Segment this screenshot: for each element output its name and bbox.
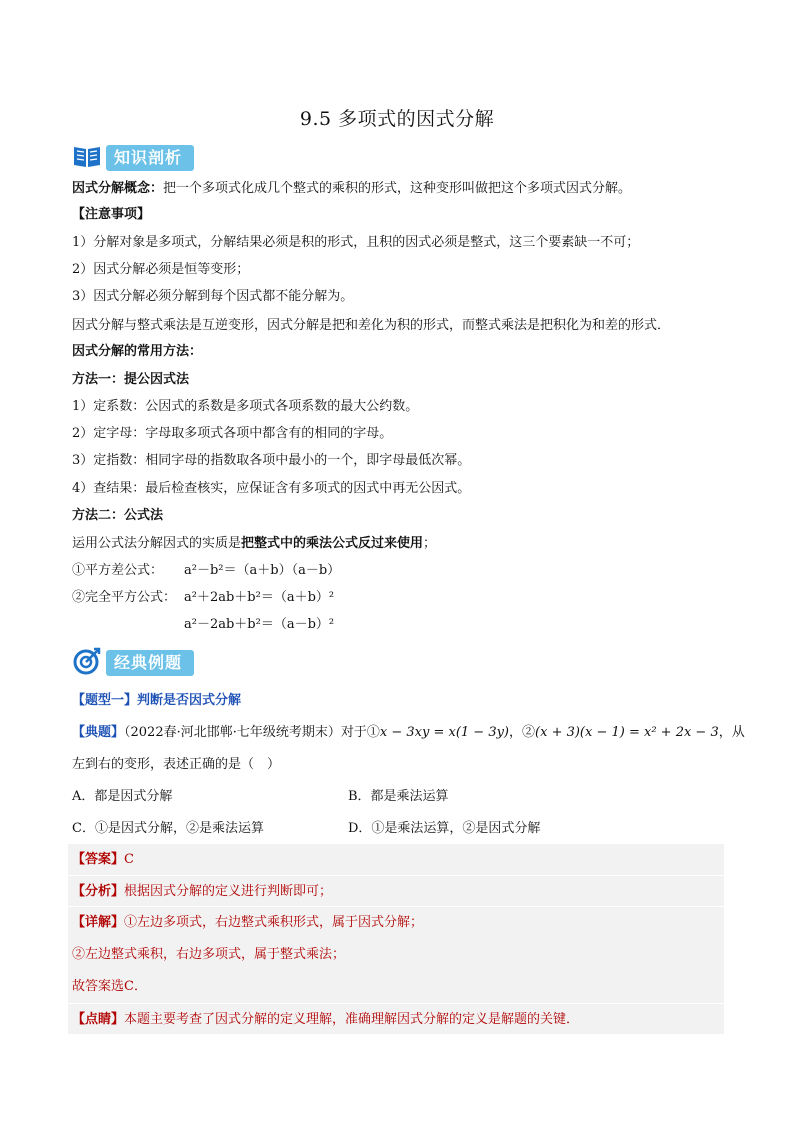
formula-label: ②完全平方公式：: [72, 590, 177, 605]
example-text: ，从: [718, 725, 745, 740]
expression-1: x − 3xy = x(1 − 3y): [379, 725, 510, 740]
option-b: B．都是乘法运算: [348, 789, 449, 804]
formula-row: [72, 562, 732, 580]
section-label: 经典例题: [106, 650, 194, 676]
formula-row: [72, 589, 732, 607]
note-item: 2）因式分解必须是恒等变形；: [72, 262, 250, 277]
note-item: 3）因式分解必须分解到每个因式都不能分解为。: [72, 289, 354, 304]
methods-heading: 因式分解的常用方法：: [72, 344, 203, 359]
detail-text: ①左边多项式，右边整式乘积形式，属于因式分解；: [124, 915, 424, 930]
expression-2: (x + 3)(x − 1) = x² + 2x − 3: [535, 725, 719, 740]
conclusion-row: 故答案选C．: [72, 979, 147, 994]
section-banner-knowledge: [72, 143, 194, 173]
method1-step: 1）定系数：公因式的系数是多项式各项系数的最大公约数。: [72, 399, 419, 414]
book-icon: [72, 143, 102, 173]
formula-label: ①平方差公式：: [72, 563, 164, 578]
notes-heading: 【注意事项】: [72, 207, 151, 222]
section-label: 知识剖析: [106, 145, 194, 171]
intro-prefix: 运用公式法分解因式的实质是: [72, 536, 242, 551]
option-c: C．①是因式分解，②是乘法运算: [72, 821, 264, 836]
method1-heading: 方法一：提公因式法: [72, 372, 190, 387]
example-source: （2022春·河北邯郸·七年级统考期末）: [124, 725, 341, 740]
example-question: [72, 724, 745, 742]
method1-step: 4）查结果：最后检查核实，应保证含有多项式的因式中再无公因式。: [72, 481, 471, 496]
comment-row: [72, 1011, 722, 1029]
relation-paragraph: 因式分解与整式乘法是互逆变形，因式分解是把和差化为积的形式，而整式乘法是把积化为和差的形式．: [72, 318, 671, 333]
method2-heading: 方法二：公式法: [72, 508, 164, 523]
difference-of-squares-formula: a²－b²＝（a＋b）（a－b）: [184, 563, 341, 578]
note-item: 1）分解对象是多项式，分解结果必须是积的形式，且积的因式必须是整式，这三个要素缺一不可；: [72, 235, 640, 250]
example-text: ，②: [509, 725, 536, 740]
option-a: A．都是因式分解: [72, 789, 173, 804]
intro-suffix: ；: [423, 536, 437, 551]
example-tag: 【典题】: [72, 725, 125, 740]
comment-text: 本题主要考查了因式分解的定义理解，准确理解因式分解的定义是解题的关键．: [124, 1012, 580, 1027]
method2-intro: [72, 535, 732, 553]
detail-row: ②左边整式乘积，右边多项式，属于整式乘法；: [72, 947, 346, 962]
divider: [68, 875, 724, 876]
concept-paragraph: [72, 180, 732, 198]
detail-row: [72, 914, 722, 932]
analysis-text: 根据因式分解的定义进行判断即可；: [124, 884, 333, 899]
divider: [68, 1003, 724, 1004]
intro-bold: 把整式中的乘法公式反过来使用: [241, 536, 424, 551]
example-question-line2: 左到右的变形，表述正确的是（ ）: [72, 757, 281, 772]
answer-tag: 【答案】: [72, 852, 125, 867]
example-text: 对于①: [340, 725, 380, 740]
detail-tag: 【详解】: [72, 915, 125, 930]
option-d: D．①是乘法运算，②是因式分解: [348, 821, 541, 836]
method1-step: 2）定字母：字母取多项式各项中都含有的相同的字母。: [72, 426, 393, 441]
analysis-row: [72, 883, 722, 901]
divider: [68, 906, 724, 907]
analysis-tag: 【分析】: [72, 884, 125, 899]
page-title: 9.5 多项式的因式分解: [299, 108, 495, 130]
answer-value: C: [124, 852, 134, 867]
target-icon: [72, 646, 102, 680]
section-banner-examples: [72, 648, 194, 678]
perfect-square-minus-formula: a²－2ab＋b²＝（a－b）²: [184, 617, 335, 632]
concept-text: 把一个多项式化成几个整式的乘积的形式，这种变形叫做把这个多项式因式分解。: [163, 181, 632, 196]
type1-heading: 【题型一】判断是否因式分解: [72, 693, 242, 708]
method1-step: 3）定指数：相同字母的指数取各项中最小的一个，即字母最低次幂。: [72, 453, 471, 468]
answer-panel: [68, 844, 724, 1034]
perfect-square-plus-formula: a²＋2ab＋b²＝（a＋b）²: [184, 590, 335, 605]
concept-term: 因式分解概念：: [72, 181, 164, 196]
answer-row: [72, 851, 722, 869]
comment-tag: 【点睛】: [72, 1012, 125, 1027]
